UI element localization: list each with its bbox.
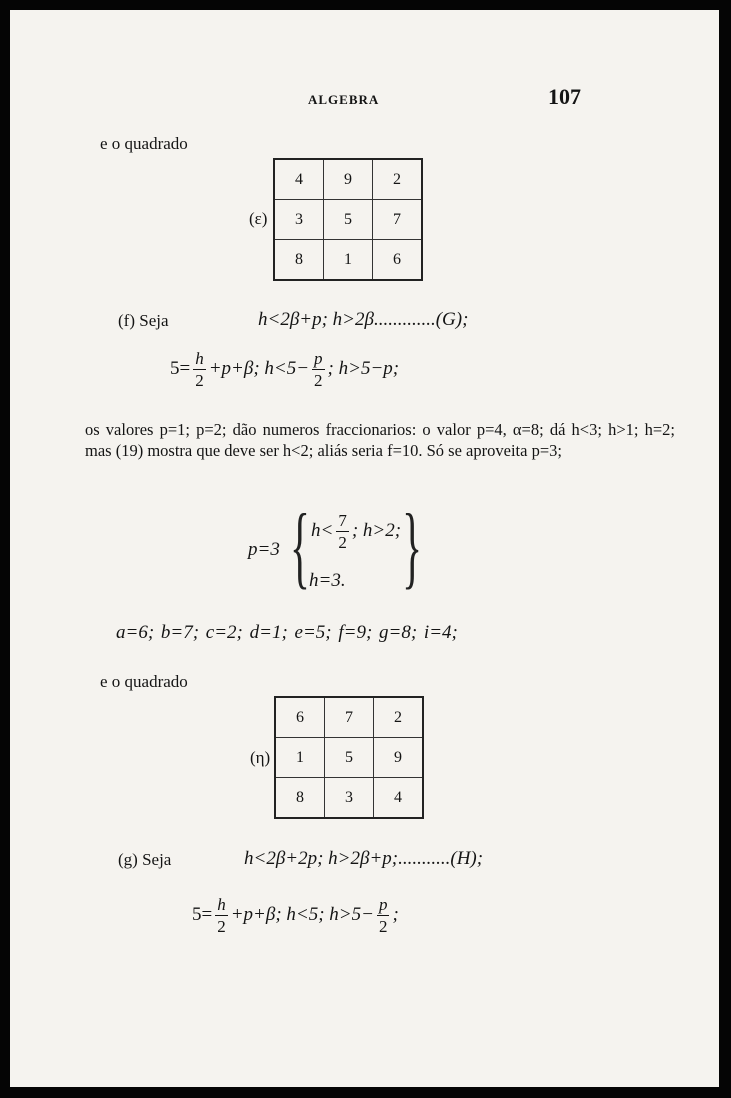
intro-text-2: e o quadrado	[100, 672, 188, 691]
table-cell: 1	[275, 738, 325, 778]
page	[10, 10, 719, 1087]
table-cell: 8	[274, 240, 324, 281]
case-f-paragraph: os valores p=1; p=2; dão numeros fraccionarios: o valor p=4, α=8; dá h<3; h>1; h=2; mas (19) mostra que deve ser h<2; aliás seria f=10. Só se aproveita p=3;	[85, 420, 675, 460]
table-cell: 7	[325, 697, 374, 738]
sys-line-1-pre: h<	[311, 519, 334, 541]
table-cell: 4	[374, 778, 424, 819]
table-cell: 3	[325, 778, 374, 819]
system-line-2: h=3.	[309, 570, 346, 591]
fraction-denominator: 2	[217, 917, 226, 936]
square-e-label: (ε)	[249, 209, 268, 228]
table-row	[274, 240, 422, 281]
left-brace: {	[290, 495, 310, 597]
table-cell: 7	[373, 200, 423, 240]
fraction-numerator: p	[314, 349, 323, 368]
table-row	[275, 738, 423, 778]
table-cell: 6	[275, 697, 325, 738]
eq-prefix: 5=	[170, 357, 191, 379]
case-f-equation	[170, 350, 399, 389]
case-g-condition: h<2β+2p; h>2β+p;...........(H);	[244, 848, 484, 869]
system-line-1	[311, 512, 401, 551]
fraction	[193, 350, 206, 389]
eq-end: ; h>5−p;	[327, 357, 400, 379]
eq-middle: +p+β; h<5−	[208, 357, 310, 379]
fraction-denominator: 2	[338, 533, 347, 552]
page-number: 107	[548, 84, 581, 109]
intro-text-1: e o quadrado	[100, 134, 188, 153]
table-row	[275, 697, 423, 738]
eq-prefix: 5=	[192, 903, 213, 925]
table-row	[274, 200, 422, 240]
square-eta-label: (η)	[250, 748, 271, 767]
table-row	[275, 778, 423, 819]
fraction-numerator: p	[378, 895, 388, 914]
fraction-denominator: 2	[314, 371, 323, 390]
eq-middle: +p+β; h<5; h>5−	[230, 903, 374, 925]
fraction	[336, 512, 349, 551]
table-cell: 4	[274, 159, 324, 200]
table-cell: 1	[324, 240, 373, 281]
fraction	[377, 896, 390, 935]
table-cell: 2	[373, 159, 423, 200]
fraction-numerator: h	[217, 895, 226, 914]
magic-square-e	[273, 158, 423, 281]
right-brace: {	[402, 495, 422, 597]
table-cell: 9	[324, 159, 373, 200]
table-cell: 5	[325, 738, 374, 778]
magic-square-eta	[274, 696, 424, 819]
case-g-equation	[192, 896, 399, 935]
table-cell: 8	[275, 778, 325, 819]
table-cell: 5	[324, 200, 373, 240]
fraction	[312, 350, 325, 389]
fraction-numerator: h	[195, 349, 204, 368]
fraction-denominator: 2	[378, 917, 388, 936]
values-line: a=6; b=7; c=2; d=1; e=5; f=9; g=8; i=4;	[116, 622, 458, 643]
table-cell: 2	[374, 697, 424, 738]
fraction	[215, 896, 228, 935]
case-f-condition: h<2β+p; h>2β.............(G);	[258, 309, 469, 330]
case-g-label: (g) Seja	[118, 850, 172, 869]
running-header: ALGEBRA	[308, 92, 380, 107]
sys-line-1-post: ; h>2;	[351, 519, 402, 541]
table-cell: 9	[374, 738, 424, 778]
table-row	[274, 159, 422, 200]
fraction-numerator: 7	[338, 511, 347, 530]
system-left: p=3	[248, 539, 280, 560]
table-cell: 6	[373, 240, 423, 281]
case-f-label: (f) Seja	[118, 311, 169, 330]
fraction-denominator: 2	[195, 371, 204, 390]
eq-end: ;	[392, 903, 399, 925]
table-cell: 3	[274, 200, 324, 240]
